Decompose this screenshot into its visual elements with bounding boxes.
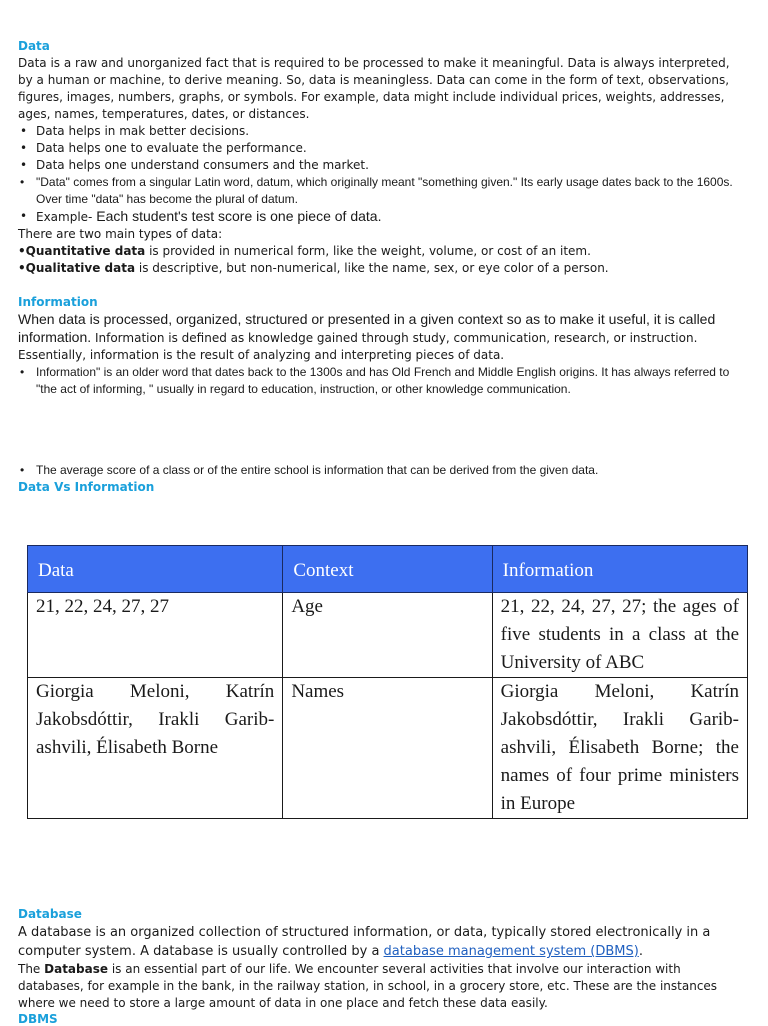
table-cell-context: Names	[283, 678, 492, 819]
data-types-intro: There are two main types of data:	[18, 227, 223, 241]
information-bullet-origin: • Information" is an older word that dates back to the 1300s and has Old French and Middle English origins. It has always referred to "the act of informing, " usually in regard to education, instruction, or other knowledge communication.	[18, 364, 748, 398]
comparison-heading: Data Vs Information	[18, 480, 155, 494]
information-intro-large: When data is processed, organized, structured or presented in a given context so as to make it useful, it is called information.	[18, 311, 716, 345]
example-text: Each student's test score is one piece of data.	[92, 208, 382, 224]
data-vs-information-table	[27, 545, 748, 819]
information-bullets	[18, 364, 748, 398]
dbms-heading: DBMS	[18, 1012, 58, 1026]
information-bullets-2	[18, 462, 748, 479]
table-header-data: Data	[28, 546, 283, 593]
database-intro-prefix: A database is an organized collection of structured information, or data, typically stored electronically in a computer system. A database is usually controlled by a	[18, 925, 711, 959]
data-bullet-example	[18, 208, 748, 226]
document-body	[18, 38, 748, 496]
qualitative-label: •Qualitative data	[18, 261, 136, 275]
table-cell-context: Age	[283, 593, 492, 678]
table-header-information: Information	[492, 546, 747, 593]
quantitative-line	[18, 243, 748, 260]
data-heading: Data	[18, 39, 50, 53]
data-bullet-2: • Data helps one to evaluate the performance.	[18, 140, 748, 157]
database-intro-suffix: .	[638, 944, 643, 959]
information-intro-small: Information is defined as knowledge gained through study, communication, research, or instruction. Essentially, information is the result of analyzing and interpreting pieces of data.	[18, 331, 698, 362]
table-cell-data: Giorgia Meloni, Katrín Jakobsdóttir, Irakli Garib-ashvili, Élisabeth Borne	[28, 678, 283, 819]
table-cell-information: 21, 22, 24, 27, 27; the ages of five students in a class at the University of ABC	[492, 593, 747, 678]
information-heading: Information	[18, 295, 98, 309]
database-p2-bold: Database	[44, 962, 109, 976]
database-p2-text: is an essential part of our life. We encounter several activities that involve our interaction with databases, for example in the bank, in the railway station, in school, in a grocery store, etc. These are the instances where we need to store a large amount of data in one place and fetch these data easily.	[18, 962, 718, 1010]
data-intro: Data is a raw and unorganized fact that is required to be processed to make it meaningful. Data is always interpreted, by a human or machine, to derive meaning. So, data is meaningless. Data can come in the form of text, observations, figures, images, numbers, graphs, or symbols. For example, data might include individual prices, weights, addresses, ages, names, temperatures, dates, or distances.	[18, 56, 730, 121]
database-intro	[18, 923, 748, 961]
example-label: Example-	[36, 210, 93, 224]
data-bullets	[18, 123, 748, 226]
data-bullet-1: • Data helps in mak better decisions.	[18, 123, 748, 140]
database-p2-prefix: The	[18, 962, 45, 976]
qualitative-line	[18, 260, 748, 277]
dbms-link[interactable]: database management system (DBMS)	[383, 944, 639, 959]
data-bullet-origin: • "Data" comes from a singular Latin word, datum, which originally meant "something given." Its early usage dates back to the 1600s. Over time "data" has become the plural of datum.	[18, 174, 748, 208]
database-section	[18, 906, 748, 1026]
information-intro	[18, 311, 748, 364]
table-row	[28, 678, 748, 819]
database-paragraph	[18, 961, 748, 1012]
table-row	[28, 593, 748, 678]
quantitative-label: •Quantitative data	[18, 244, 146, 258]
table-header-row	[28, 546, 748, 593]
qualitative-text: is descriptive, but non-numerical, like the name, sex, or eye color of a person.	[135, 261, 609, 275]
database-heading: Database	[18, 907, 82, 921]
table-cell-information: Giorgia Meloni, Katrín Jakobsdóttir, Irakli Garib-ashvili, Élisabeth Borne; the names of four prime ministers in Europe	[492, 678, 747, 819]
information-bullet-average: • The average score of a class or of the entire school is information that can be derived from the given data.	[18, 462, 748, 479]
table-cell-data: 21, 22, 24, 27, 27	[28, 593, 283, 678]
data-bullet-3: • Data helps one understand consumers and the market.	[18, 157, 748, 174]
quantitative-text: is provided in numerical form, like the weight, volume, or cost of an item.	[145, 244, 591, 258]
table-header-context: Context	[283, 546, 492, 593]
